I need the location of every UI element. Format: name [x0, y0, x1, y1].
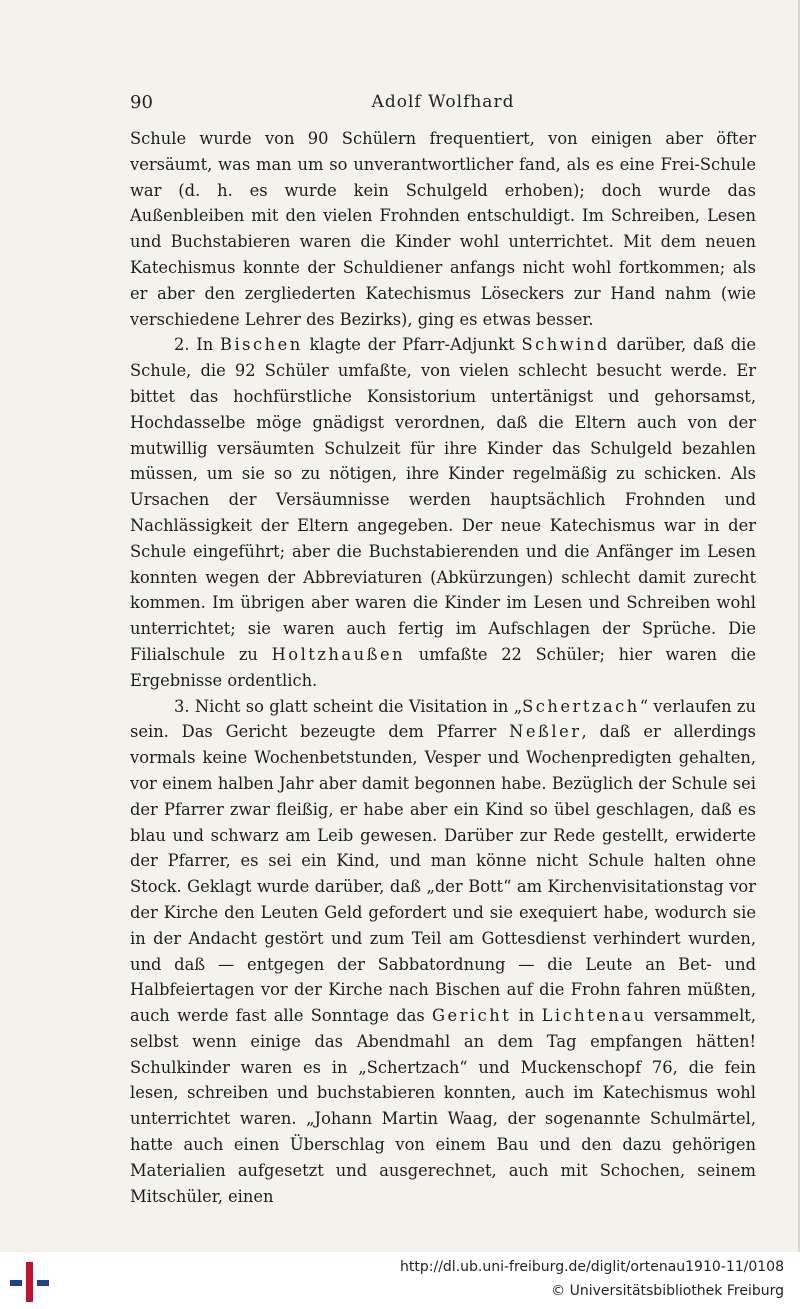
- person-name: Schwind: [521, 335, 610, 355]
- paragraph-3: [130, 694, 756, 1210]
- library-logo-icon[interactable]: [10, 1262, 50, 1302]
- permalink-url[interactable]: http://dl.ub.uni-freiburg.de/diglit/ortenau1910-11/0108: [400, 1259, 784, 1275]
- p3-text: versammelt, selbst wenn einige das Abendmahl an dem Tag empfangen hätten! Schulkinder waren es in „Schertzach“ und Muckenschopf 76, die fein lesen, schreiben und buchstabieren konnten, auch im Katechismus wohl unterrichtet waren. „Johann Martin Waag, der sogenannte Schulmärtel, hatte auch einen Überschlag von einem Bau und den dazu gehörigen Materialien aufgesetzt und ausgerechnet, auch mit Schochen, seinem Mitschüler, einen: [130, 1006, 756, 1206]
- place-name: Bischen: [220, 335, 303, 355]
- p3-text: “ verlaufen zu sein. Das Gericht bezeugte dem Pfarrer: [130, 696, 756, 742]
- footer-bar: [0, 1252, 800, 1309]
- body-text: [130, 126, 756, 1209]
- p3-text: , daß er allerdings vormals keine Wochenbetstunden, Vesper und Wochenpredigten gehalten, vor einem halben Jahr aber damit begonnen habe. Bezüglich der Schule sei der Pfarrer zwar fleißig, er habe aber ein Kind so übel geschlagen, daß es blau und schwarz am Leib gewesen. Darüber zur Rede gestellt, erwiderte der Pfarrer, es sei ein Kind, und man könne nicht Schule halten ohne Stock. Geklagt wurde darüber, daß „der Bott“ am Kirchenvisitationstag vor der Kirche den Leuten Geld gefordert und sie exequiert habe, wodurch sie in der Andacht gestört und zum Teil am Gottesdienst verhindert wurden, und daß — entgegen der Sabbatordnung — die Leute an Bet- und Halbfeiertagen vor der Kirche nach Bischen auf die Frohn fahren müßten, auch werde fast alle Sonntage das: [130, 722, 756, 1026]
- place-name: Schertzach: [522, 696, 640, 716]
- copyright-notice: © Universitätsbibliothek Freiburg: [551, 1283, 784, 1299]
- p2-text: darüber, daß die Schule, die 92 Schüler umfaßte, von vielen schlecht besucht werde. Er bittet das hochfürstliche Konsistorium untertänigst und gehorsamst, Hochdasselbe möge gnädigst verordnen, daß die Eltern auch von der mutwillig versäumten Schulzeit für ihre Kinder das Schulgeld bezahlen müssen, um sie so zu nötigen, ihre Kinder regelmäßig zu schicken. Als Ursachen der Versäumnisse werden hauptsächlich Frohnden und Nachlässigkeit der Eltern angegeben. Der neue Katechismus war in der Schule eingeführt; aber die Buchstabierenden und die Anfänger im Lesen konnten wegen der Abbreviaturen (Abkürzungen) schlecht damit zurecht kommen. Im übrigen aber waren die Kinder im Lesen und Schreiben wohl unterrichtet; sie waren auch fertig im Aufschlagen der Sprüche. Die Filialschule zu: [130, 335, 756, 664]
- page-number: 90: [130, 92, 153, 113]
- place-name: Holtzhaußen: [271, 644, 406, 664]
- person-name: Neßler: [509, 722, 582, 742]
- emphasized-word: Gericht: [432, 1006, 512, 1026]
- p3-text: in: [511, 1006, 542, 1026]
- running-head: [130, 92, 756, 116]
- place-name: Lichtenau: [541, 1006, 647, 1026]
- p2-text: klagte der Pfarr-Adjunkt: [302, 335, 522, 355]
- p2-text: umfaßte 22 Schüler; hier waren die Ergebnisse ordentlich.: [130, 644, 756, 690]
- p3-text: 3. Nicht so glatt scheint die Visitation in „: [174, 696, 523, 716]
- p2-text: 2. In: [174, 335, 220, 355]
- running-title: Adolf Wolfhard: [371, 92, 515, 112]
- paragraph-1: Schule wurde von 90 Schülern frequentiert, von einigen aber öfter versäumt, was man um so unverantwortlicher fand, als es eine Frei-Schule war (d. h. es wurde kein Schulgeld erhoben); doch wurde das Außenbleiben mit den vielen Frohnden entschuldigt. Im Schreiben, Lesen und Buchstabieren waren die Kinder wohl unterrichtet. Mit dem neuen Katechismus konnte der Schuldiener anfangs nicht wohl fortkommen; als er aber den zergliederten Katechismus Löseckers zur Hand nahm (wie verschiedene Lehrer des Bezirks), ging es etwas besser.: [130, 129, 756, 329]
- paragraph-2: [130, 332, 756, 693]
